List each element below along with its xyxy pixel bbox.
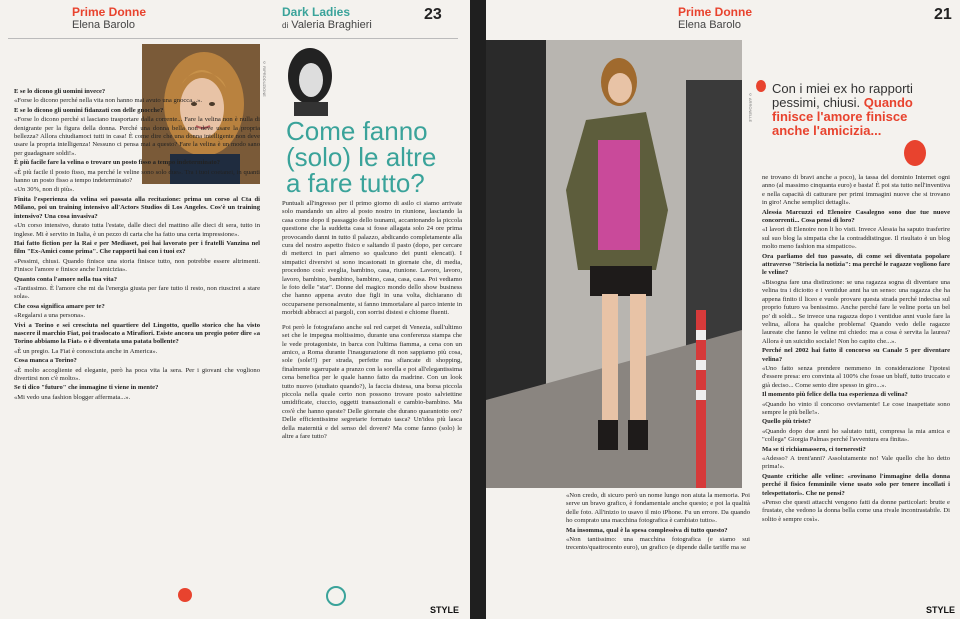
interview-answer: «Regalarsi a una persona». bbox=[14, 312, 86, 320]
interview-answer: «Non credo, di sicuro però un nome lungo non aiuta la memoria. Poi serve un bravo grafico, è fondamentale anche questo; e poi la qualità delle foto. All'inizio io usavo il mio iPhone. Fu un errore. Da quando ho comprato una macchina fotografica è cambiato tutto». bbox=[566, 492, 750, 525]
byline-prefix: di bbox=[282, 21, 289, 30]
section-title: Prime Donne bbox=[72, 5, 147, 19]
interview-question: Vivi a Torino e sei cresciuta nel quartiere del Lingotto, quello storico che ha visto nascere il marchio Fiat, poi traslocato a Mirafiori. Esiste ancora un pregio poter dire «a Torino abbiamo la Fiat» o è diventata una patata bollente? bbox=[14, 321, 260, 346]
interview-question: Alessia Marcuzzi ed Elenoire Casalegno sono due tue nuove concorrenti... Cosa pensi di loro? bbox=[762, 208, 950, 225]
header-rule bbox=[8, 38, 458, 39]
end-marker-red bbox=[178, 588, 192, 602]
interview-question: E se lo dicono gli uomini invece? bbox=[14, 88, 106, 95]
interview-answer: «È un pregio. La Fiat è conosciuta anche in America». bbox=[14, 347, 158, 355]
interview-answer: «È molto accogliente ed elegante, però ha poca vita la sera. Per i giovani che vogliono divertirsi non c'è molto». bbox=[14, 366, 260, 382]
pull-quote bbox=[772, 82, 932, 138]
interview-question: Che cosa significa amare per te? bbox=[14, 302, 105, 310]
interview-answer: «Adesso? A trent'anni? Assolutamente no! Vale quello che ho detto prima!». bbox=[762, 455, 950, 471]
interview-answer: «Forse lo dicono perché si lasciano trasportare dalla corrente... Fare la velina non è nulla di denigrante per la figura della donna. Perché una donna bella non deve usare la propria bellezza? Allora chiudiamoci tutti in casa! È come dire che una donna intelligente non deve usare la propria intelligenza! Nessuno ci pensa mai a questo? Fare la velina è un modo sano per guadagnare soldi!». bbox=[14, 116, 260, 157]
editorial-paragraph: Poi però le fotografano anche sul red carpet di Venezia, sull'ultimo set che le impegna moltissimo, durante una conferenza stampa che le vede protagoniste, in barca con l'ultima fiamma, a cena con un amico, a Roma durante l'inaugurazione di non sappiamo più cosa, sole (sole!!) per strada, perfette ma sfiancate di shopping, finalmente sgarrupate a pranzo con la sorella e poi all'elegantissima cena benefica per le quale hanno fatto da madrine. Con un look tutto nuovo (studiato quando?), la faccia distesa, una borsa piccola piccola nella quale certo non possono trovare posto salviettine umidificate, ciuccio, oggetti transazionali e cambio-bambino. Ma cos'è che hanno queste? Delle giornate che durano quarantotto ore? Delle efficientissime segretarie formato tasca? Un'idea più lasca della maternità e del senso del dovere? Ma come fanno (solo) le altre a fare tutto? bbox=[282, 323, 462, 440]
portrait-photo-valeria bbox=[280, 44, 340, 116]
pull-quote-text: Con i miei ex ho rapporti pessimi, chiusi. bbox=[772, 81, 913, 110]
magazine-page-left bbox=[0, 0, 470, 619]
interview-question: Quello più triste? bbox=[762, 418, 812, 426]
interview-question: Cosa manca a Torino? bbox=[14, 357, 77, 365]
end-marker-teal bbox=[326, 586, 346, 606]
interview-answer: «Uno fatto senza prendere nemmeno in considerazione l'ipotesi d'essere presa: ero convinta al 100% che fosse un bluff, tutto truccato e già deciso... Come sento dire spesso in giro...». bbox=[762, 364, 950, 389]
interview-question: Quanto conta l'amore nella tua vita? bbox=[14, 275, 117, 283]
photo-credit-left: © RIPRODUZIONE bbox=[262, 60, 267, 97]
interview-question: E se lo dicono gli uomini fidanzati con delle gnocche? bbox=[14, 106, 164, 114]
interview-answer: «Bisogna fare una distinzione: se una ragazza sogna di diventare una velina tra i diciotto e i ventidue anni ha un senso: una ragazza che ha appena finito il liceo e vuole provare questa strada perché indecisa sul proprio futuro va benissimo. Anche perché fare le veline porta un bel po' di soldi... Se invece una ragazza dopo i ventidue anni vuole fare la velina, allora ha qualche problema! Quando vedo delle ragazze laureate che fanno le veline mi chiedo: ma a cosa è servita la laurea? Allora è un suicidio sociale! Non ho capito che...». bbox=[762, 278, 950, 345]
fullbody-photo-elena bbox=[486, 40, 742, 488]
interview-answer: «Forse lo dicono perché nella vita non hanno mai avuto una gnocca...». bbox=[14, 97, 203, 105]
interview-answer: «Un 30%, non di più». bbox=[14, 186, 75, 194]
interview-answer: «Tantissimo. È l'amore che mi da l'energia giusta per fare tutto il resto, non riuscirei a stare sola». bbox=[14, 284, 260, 301]
interview-answer: «Pessimi, chiusi. Quando finisce una storia finisce tutto, non potrebbe essere altrimenti. Finisce l'amore e finisce anche l'amicizia». bbox=[14, 257, 260, 274]
magazine-page-right bbox=[486, 0, 960, 619]
interview-answer: «Quando ho vinto il concorso ovviamente! Le cose inaspettate sono sempre le più belle!». bbox=[762, 400, 950, 416]
interview-question: Finita l'esperienza da velina sei passata alla recitazione: prima un corso al Cta di Milano, poi un training intensivo all'Actors Studios di Los Angeles. Cos'è un training intensivo? Una cosa invasiva? bbox=[14, 195, 260, 220]
page-number-left: 23 bbox=[424, 6, 442, 23]
interview-question: Quante critiche alle veline: «rovinano l'immagine della donna perché il fisico femminile viene usato solo per tenere incollati i telespettatori». Che ne pensi? bbox=[762, 472, 950, 497]
style-logo-left: STYLE bbox=[430, 605, 460, 615]
header-dark-ladies bbox=[282, 6, 372, 32]
interview-question: È più facile fare la velina o trovare un posto fisso a tempo indeterminato? bbox=[14, 159, 221, 167]
quote-mark-close bbox=[904, 140, 926, 166]
interview-question: Se ti dico "futuro" che immagine ti viene in mente? bbox=[14, 384, 159, 392]
section-title-dark-ladies: Dark Ladies bbox=[282, 5, 351, 19]
interview-question: Perché nel 2002 hai fatto il concorso su Canale 5 per diventare velina? bbox=[762, 347, 950, 363]
editorial-paragraph: Puntuali all'ingresso per il primo giorno di asilo ci siamo arrivate solo mandando un altro al posto nostro in riunione, lasciando la casa come dopo il passaggio dello tsunami, accantonando la piccola questione che la suddetta casa si fosse allagata solo 24 ore prima provocando danni in tutto il palazzo, abdicando completamente alla cura del nostro aspetto fisico e saltando il pasto (dopo, per cercare di metterci in pari almeno so qualcuno dei punti elencati). I simpatici diversivi si sono incastonati in giornate che, di media, procedono così: sveglia, bambino, casa, riunione. Lavoro, lavoro, lavoro, bambino, bambino, bambino, casa, casa, casa. Poi vediamo le foto delle "star". Donne del magico mondo dello show business che hanno appena avuto due figli in una volta, dichiarano di occuparsene personalmente, si fanno immortalare al parco intente in morbidi abbracci ai pargoli, con sorrisi distesi e chiome fluenti. bbox=[282, 200, 462, 317]
author-name: Elena Barolo bbox=[72, 19, 135, 31]
interview-question: Hai fatto fiction per la Rai e per Mediaset, poi hai lavorato per i fratelli Vanzina nel film "Ex-Amici come prima". Che rapporti hai con i tuoi ex? bbox=[14, 239, 260, 256]
article-headline: Come fanno (solo) le altre a fare tutto? bbox=[286, 116, 437, 198]
interview-question: Ma se ti richiamassero, ci torneresti? bbox=[762, 445, 866, 453]
header-prime-donne bbox=[72, 6, 146, 32]
section-title-right: Prime Donne bbox=[678, 5, 753, 19]
interview-question: Il momento più felice della tua esperienza di velina? bbox=[762, 391, 908, 399]
header-prime-donne-right bbox=[678, 6, 752, 32]
interview-answer: ne trovano di bravi anche a poco), la tassa del dominio Internet ogni anno (al massimo cinquanta euro) e basta! È poi sta tutto nell'inventiva e nella capacità di catturare per primi immagini nuove che si trovano in giro! Anche semplici dettagli». bbox=[762, 174, 950, 207]
pull-quote-highlight: Quando finisce l'amore finisce anche l'amicizia... bbox=[772, 95, 913, 138]
interview-answer: «Quando dopo due anni ho salutato tutti, compresa la mia amica e "collega" Giorgia Palmas perché l'avventura era finita». bbox=[762, 427, 950, 444]
interview-answer: «I lavori di Elenoire non li ho visti. Invece Alessia ha saputo trasferire sul suo blog la simpatia che la contraddistingue. Il risultato è un blog molto meno fashion ma simpatico». bbox=[762, 226, 950, 251]
interview-column-bottom bbox=[566, 492, 750, 608]
interview-answer: «Un corso intensivo, durato tutta l'estate, dalle dieci del mattino alle dieci di sera, tutto in inglese. Mi è servito in Italia, è un pezzo di carta che ha fatto una certa impressione». bbox=[14, 222, 260, 238]
author-name-right: Elena Barolo bbox=[678, 19, 741, 31]
interview-question: Ora parliamo del tuo passato, di come sei diventata popolare attraverso "Striscia la notizia": ma perché le ragazze vogliono fare le veline? bbox=[762, 252, 950, 277]
interview-column-right bbox=[762, 174, 950, 604]
editorial-column bbox=[282, 200, 462, 580]
interview-answer: «Penso che questi attacchi vengono fatti da donne particolari: brutte e frustate, che vedono la donna bella come una rivale incontrastabile. Di solito è sempre così». bbox=[762, 499, 950, 523]
quote-mark bbox=[756, 80, 766, 92]
interview-column-left bbox=[14, 88, 260, 588]
photo-credit-right: © ARRONELLE bbox=[748, 92, 753, 123]
page-number-right: 21 bbox=[934, 6, 952, 23]
interview-question: Ma insomma, qual è la spesa complessiva di tutto questo? bbox=[566, 526, 728, 534]
interview-answer: «È più facile il posto fisso, ma perché le veline sono solo due». Tra i tuoi coetanei, in quanti hanno un posto fisso a tempo indeterminato? bbox=[14, 168, 260, 185]
author-name-braghieri: Valeria Braghieri bbox=[291, 19, 372, 31]
interview-answer: «Mi vedo una fashion blogger affermata...». bbox=[14, 393, 131, 401]
style-logo-right: STYLE bbox=[926, 605, 956, 615]
interview-answer: «Non tantissimo: una macchina fotografica (e siamo sui trecento/quattrocento euro), un grafico (e dipende dalle tariffe ma se bbox=[566, 536, 750, 552]
